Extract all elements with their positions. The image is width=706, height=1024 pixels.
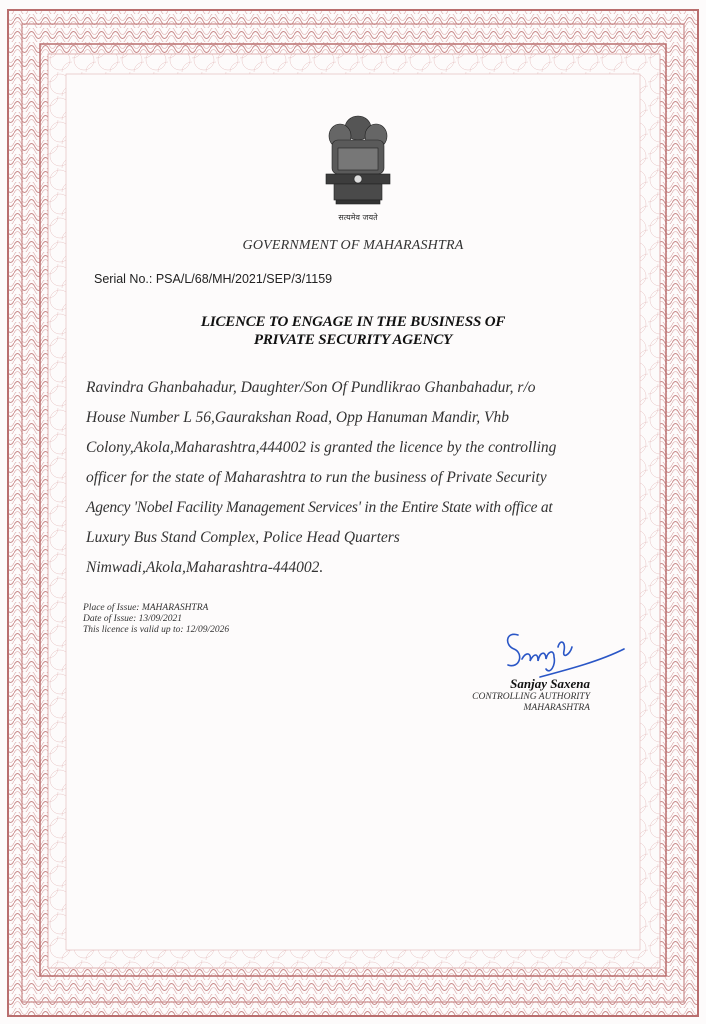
signatory-name: Sanjay Saxena (510, 676, 590, 691)
emblem-motto: सत्यमेव जयते (338, 213, 378, 222)
national-emblem-icon (318, 110, 398, 222)
body-line: Colony,Akola,Maharashtra,444002 is granted the licence by the controlling (86, 439, 557, 456)
serial-number: Serial No.: PSA/L/68/MH/2021/SEP/3/1159 (94, 272, 333, 286)
title-line-1: LICENCE TO ENGAGE IN THE BUSINESS OF (200, 314, 506, 330)
signatory-role: CONTROLLING AUTHORITY (472, 692, 590, 702)
body-line: Agency 'Nobel Facility Management Services' in the Entire State with office at (86, 499, 553, 516)
certificate-title (0, 313, 706, 349)
title-line-2: PRIVATE SECURITY AGENCY (253, 332, 453, 348)
body-line: Ravindra Ghanbahadur, Daughter/Son Of Pundlikrao Ghanbahadur, r/o (86, 379, 536, 396)
place-of-issue: Place of Issue: MAHARASHTRA (83, 603, 209, 613)
signatory-place: MAHARASHTRA (523, 703, 590, 713)
body-line: House Number L 56,Gaurakshan Road, Opp Hanuman Mandir, Vhb (86, 409, 509, 426)
body-line: Nimwadi,Akola,Maharashtra-444002. (86, 559, 324, 576)
signatory-block (440, 676, 590, 714)
body-line: Luxury Bus Stand Complex, Police Head Quarters (86, 529, 400, 546)
validity-date: This licence is valid up to: 12/09/2026 (83, 625, 230, 635)
issue-details (83, 603, 229, 636)
body-line: officer for the state of Maharashtra to run the business of Private Security (86, 469, 547, 486)
licence-body (86, 373, 646, 583)
date-of-issue: Date of Issue: 13/09/2021 (83, 614, 182, 624)
issuing-government: GOVERNMENT OF MAHARASHTRA (242, 238, 464, 253)
